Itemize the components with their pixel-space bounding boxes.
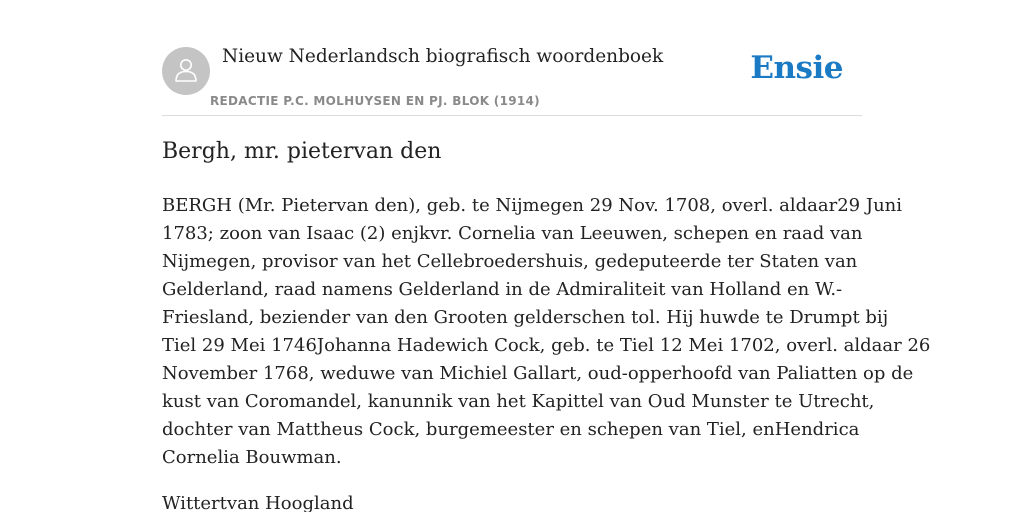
brand-logo[interactable]: Ensie [750, 50, 843, 86]
page [162, 0, 931, 512]
article-body-line: BERGH (Mr. Pietervan den), geb. te Nijmegen 29 Nov. 1708, overl. aldaar29 Juni [162, 195, 903, 216]
header [162, 0, 862, 116]
article-body [162, 192, 931, 472]
article-body-line: 1783; zoon van Isaac (2) enjkvr. Cornelia van Leeuwen, schepen en raad van [162, 223, 863, 244]
article-body-line: November 1768, weduwe van Michiel Gallart, oud-opperhoofd van Paliatten op de [162, 363, 914, 384]
source-subtitle: REDACTIE P.C. MOLHUYSEN EN PJ. BLOK (1914) [210, 94, 540, 108]
article-body-line: Tiel 29 Mei 1746Johanna Hadewich Cock, geb. te Tiel 12 Mei 1702, overl. aldaar 26 [162, 335, 931, 356]
article-body-line: kust van Coromandel, kanunnik van het Kapittel van Oud Munster te Utrecht, [162, 391, 875, 412]
article-title: Bergh, mr. pietervan den [162, 139, 442, 164]
article-body-line: Nijmegen, provisor van het Cellebroedershuis, gedeputeerde ter Staten van [162, 251, 858, 272]
source-title[interactable]: Nieuw Nederlandsch biografisch woordenboek [222, 46, 664, 67]
article-body-line: Friesland, beziender van den Grooten gelderschen tol. Hij huwde te Drumpt bij [162, 307, 889, 328]
article-body-line: dochter van Mattheus Cock, burgemeester en schepen van Tiel, enHendrica [162, 419, 860, 440]
user-placeholder-icon [174, 57, 198, 85]
article-body-line: Gelderland, raad namens Gelderland in de Admiraliteit van Holland en W.- [162, 279, 843, 300]
article-body-line: Cornelia Bouwman. [162, 447, 342, 468]
article-author: Wittertvan Hoogland [162, 493, 354, 512]
avatar[interactable] [162, 47, 210, 95]
